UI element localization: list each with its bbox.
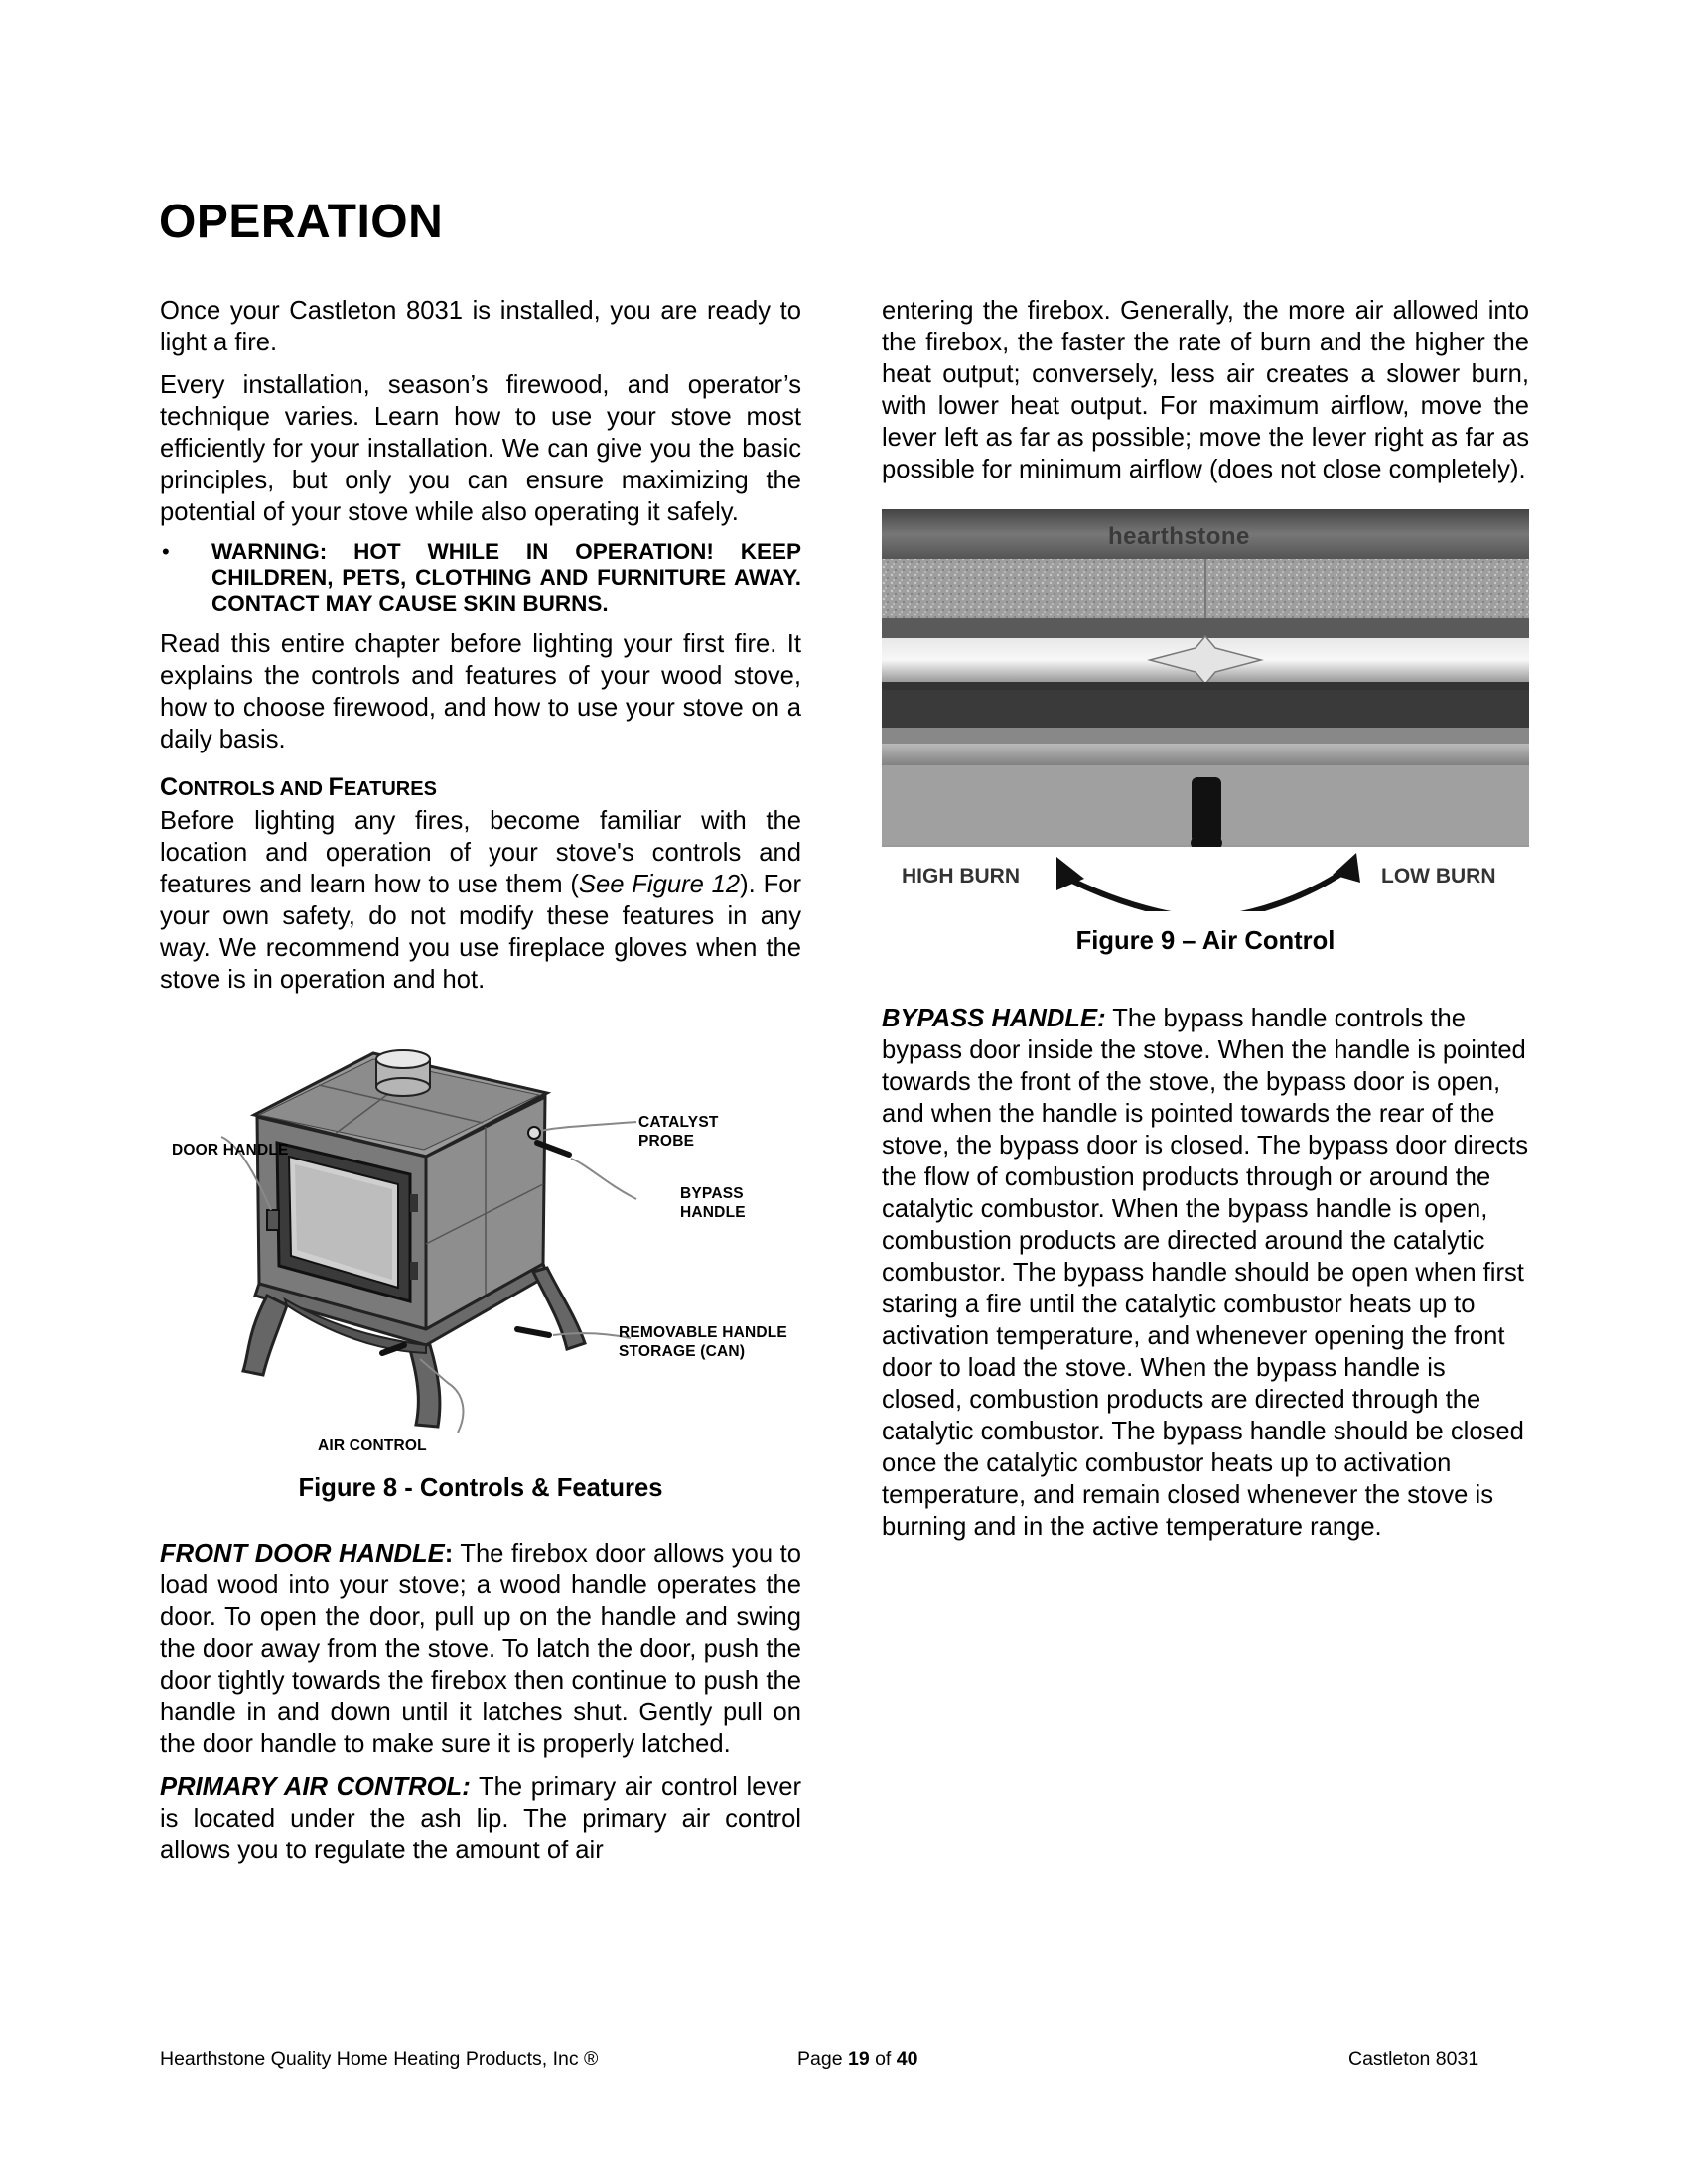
air-control-photo bbox=[882, 509, 1529, 911]
high-burn-label: HIGH BURN bbox=[902, 865, 1020, 887]
footer-company: Hearthstone Quality Home Heating Products, Inc ® bbox=[160, 2048, 599, 2070]
bullet-icon: • bbox=[162, 539, 170, 564]
hearthstone-logo: hearthstone bbox=[1108, 523, 1250, 550]
warning-bullet bbox=[160, 539, 801, 616]
read-chapter-paragraph: Read this entire chapter before lighting your first fire. It explains the controls and features of your wood stove, how to choose firewood, and how to use your stove on a daily basis. bbox=[160, 630, 801, 753]
primary-air-control-heading: PRIMARY AIR CONTROL: bbox=[160, 1773, 471, 1801]
footer-page-number: Page 19 of 40 bbox=[797, 2048, 918, 2070]
callout-door-handle: DOOR HANDLE bbox=[172, 1142, 289, 1159]
intro-paragraph: Once your Castleton 8031 is installed, you are ready to light a fire. bbox=[160, 297, 801, 356]
page-title: OPERATION bbox=[159, 196, 444, 248]
callout-air-control: AIR CONTROL bbox=[318, 1437, 427, 1454]
installation-paragraph: Every installation, season’s firewood, and operator’s technique varies. Learn how to use your stove most efficiently for your installation. We can give you the basic principles, but only you can ensure maximizing the potential of your stove while also operating it safely. bbox=[160, 371, 801, 526]
bypass-handle-paragraph: BYPASS HANDLE: The bypass handle controls the bypass door inside the stove. When the handle is pointed towards the front of the stove, the bypass door is open, and when the handle is pointed towards the rear of the stove, the bypass door is closed. The bypass door directs the flow of combustion products through or around the catalytic combustor. When the bypass handle is open, combustion products are directed around the catalytic combustor. The bypass handle should be open when first staring a fire until the catalytic combustor heats up to activation temperature, and whenever opening the front door to load the stove. When the bypass handle is closed, combustion products are directed through the catalytic combustor. The bypass handle should be closed once the catalytic combustor heats up to activation temperature, and remain closed whenever the stove is burning and in the active temperature range. bbox=[882, 1005, 1529, 1541]
bypass-handle-heading: BYPASS HANDLE: bbox=[882, 1005, 1106, 1032]
right-column bbox=[882, 295, 1529, 1554]
left-column bbox=[160, 295, 801, 1877]
airflow-paragraph: entering the firebox. Generally, the more air allowed into the firebox, the faster the rate of burn and the higher the heat output; conversely, less air creates a slower burn, with lower heat output. For maximum airflow, move the lever left as far as possible; move the lever right as far as possible for minimum airflow (does not close completely). bbox=[882, 297, 1529, 483]
front-door-handle-paragraph: FRONT DOOR HANDLE: The firebox door allows you to load wood into your stove; a wood handle operates the door. To open the door, pull up on the handle and swing the door away from the stove. To latch the door, push the door tightly towards the firebox then continue to push the handle in and down until it latches shut. Gently pull on the door handle to make sure it is properly latched. bbox=[160, 1540, 802, 1758]
section-heading-controls: CONTROLS AND FEATURES bbox=[160, 773, 437, 801]
primary-air-control-paragraph: PRIMARY AIR CONTROL: The primary air control lever is located under the ash lip. The primary air control allows you to regulate the amount of air bbox=[160, 1773, 801, 1864]
footer-model: Castleton 8031 bbox=[1348, 2048, 1479, 2070]
figure-9-air-control-photo bbox=[882, 509, 1529, 911]
controls-paragraph: Before lighting any fires, become familiar with the location and operation of your stove's controls and features and learn how to use them (See Figure 12). For your own safety, do not modify these features in any way. We recommend you use fireplace gloves when the stove is in operation and hot. bbox=[160, 807, 801, 994]
callout-removable-handle-storage: REMOVABLE HANDLE STORAGE (CAN) bbox=[619, 1324, 787, 1360]
figure-8-caption: Figure 8 - Controls & Features bbox=[298, 1474, 663, 1502]
figure-reference: See Figure 12 bbox=[578, 871, 741, 898]
callout-bypass-handle: BYPASS HANDLE bbox=[680, 1185, 746, 1221]
stove-drawing bbox=[160, 1035, 801, 1472]
callout-catalyst-probe: CATALYST PROBE bbox=[638, 1114, 719, 1150]
low-burn-label: LOW BURN bbox=[1381, 865, 1496, 887]
warning-text: WARNING: HOT WHILE IN OPERATION! KEEP CHILDREN, PETS, CLOTHING AND FURNITURE AWAY. CONTACT MAY CAUSE SKIN BURNS. bbox=[211, 539, 801, 615]
figure-8-stove-illustration bbox=[160, 1035, 801, 1472]
front-door-handle-heading: FRONT DOOR HANDLE bbox=[160, 1540, 445, 1568]
figure-9-caption: Figure 9 – Air Control bbox=[1075, 927, 1336, 955]
